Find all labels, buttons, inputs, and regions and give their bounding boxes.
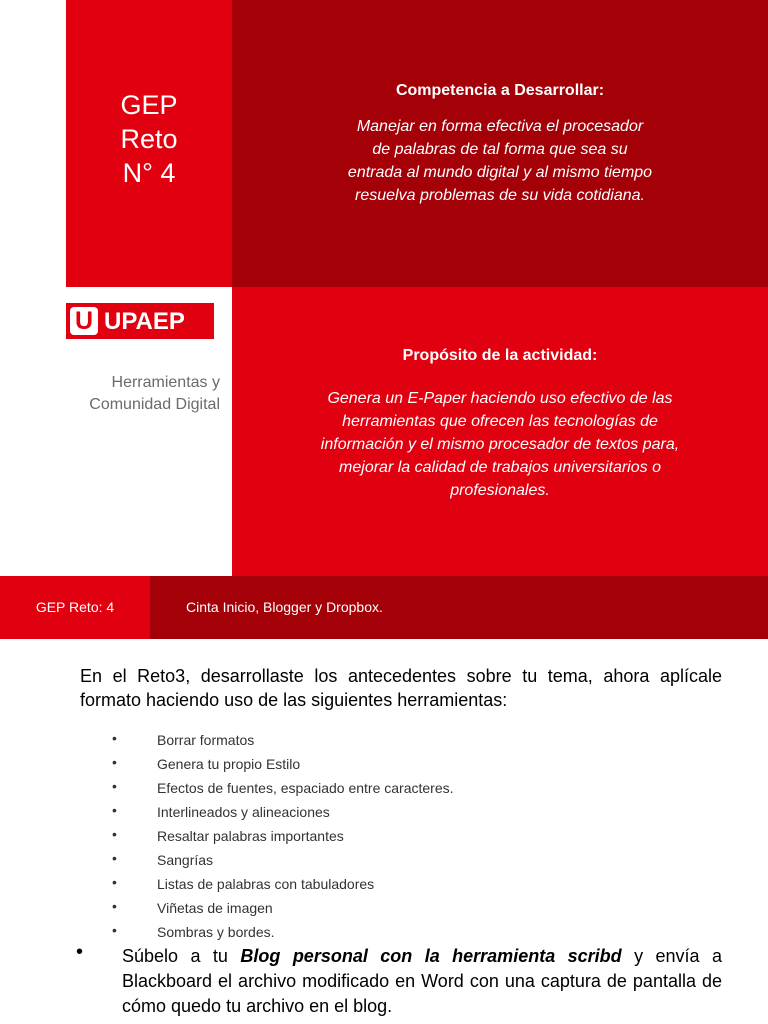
list-item — [110, 824, 610, 848]
logo-name: UPAEP — [104, 308, 185, 335]
proposito-line: mejorar la calidad de trabajos universitarios o — [339, 459, 661, 476]
list-item-label: Resaltar palabras importantes — [157, 828, 344, 844]
bullet-icon: • — [112, 922, 117, 938]
competencia-line: entrada al mundo digital y al mismo tiempo — [347, 164, 653, 181]
intro-paragraph: En el Reto3, desarrollaste los antecedentes sobre tu tema, ahora aplícale formato haciendo uso de las siguientes herramientas: — [80, 666, 722, 710]
proposito-text — [232, 387, 768, 502]
course-name-line: Herramientas y — [111, 374, 220, 391]
title-line-reto: Reto — [120, 124, 178, 154]
list-item — [110, 920, 610, 944]
bullet-icon: • — [112, 850, 117, 866]
course-name-line: Comunidad Digital — [89, 396, 220, 413]
final-instruction — [122, 944, 722, 1019]
competencia-line: Manejar en forma efectiva el procesador — [356, 118, 644, 135]
proposito-line: Genera un E-Paper haciendo uso efectivo de las — [327, 390, 673, 407]
logo-mark-letter: U — [74, 307, 94, 335]
list-item-label: Sangrías — [157, 852, 214, 868]
list-item — [110, 752, 610, 776]
list-item — [110, 800, 610, 824]
competencia-heading: Competencia a Desarrollar: — [395, 82, 605, 99]
list-item — [110, 728, 610, 752]
proposito-section — [232, 347, 768, 502]
list-item-label: Listas de palabras con tabuladores — [157, 876, 375, 892]
final-instruction-start: Súbelo a tu — [122, 946, 241, 966]
title-line-gep: GEP — [120, 90, 178, 120]
final-instruction-emphasis: Blog personal con la herramienta scribd — [240, 946, 622, 966]
bullet-icon: • — [112, 730, 117, 746]
list-item — [110, 848, 610, 872]
list-item — [110, 776, 610, 800]
bullet-icon: • — [112, 778, 117, 794]
list-item-label: Sombras y bordes. — [157, 924, 275, 940]
bullet-icon: • — [112, 898, 117, 914]
list-item-label: Interlineados y alineaciones — [157, 804, 330, 820]
bullet-icon: • — [112, 802, 117, 818]
list-item-label: Genera tu propio Estilo — [157, 756, 301, 772]
bullet-icon: • — [112, 874, 117, 890]
competencia-section — [232, 82, 768, 207]
proposito-heading: Propósito de la actividad: — [402, 347, 598, 364]
list-item — [110, 896, 610, 920]
list-item-label: Efectos de fuentes, espaciado entre caracteres. — [157, 780, 454, 796]
proposito-line: información y el mismo procesador de textos para, — [320, 436, 680, 453]
proposito-line: profesionales. — [450, 482, 550, 499]
competencia-line: de palabras de tal forma que sea su — [372, 141, 628, 158]
list-item — [110, 872, 610, 896]
title-line-number: N° 4 — [122, 158, 176, 188]
competencia-line: resuelva problemas de su vida cotidiana. — [355, 187, 645, 204]
final-bullet-icon: • — [76, 941, 84, 963]
page-title — [66, 88, 232, 190]
final-instruction-end: y envía a Blackboard el archivo modificado en Word con una captura de pantalla de cómo quedo tu archivo en el blog. — [122, 946, 723, 1016]
competencia-text — [232, 115, 768, 207]
bullet-icon: • — [112, 754, 117, 770]
upaep-logo — [66, 303, 214, 339]
tools-list — [110, 728, 610, 944]
proposito-line: herramientas que ofrecen las tecnologías de — [342, 413, 658, 430]
course-name — [40, 372, 220, 416]
list-item-label: Viñetas de imagen — [157, 900, 273, 916]
reto-label: GEP Reto: 4 — [35, 599, 115, 615]
bullet-icon: • — [112, 826, 117, 842]
reto-topic: Cinta Inicio, Blogger y Dropbox. — [186, 599, 383, 615]
list-item-label: Borrar formatos — [157, 732, 255, 748]
